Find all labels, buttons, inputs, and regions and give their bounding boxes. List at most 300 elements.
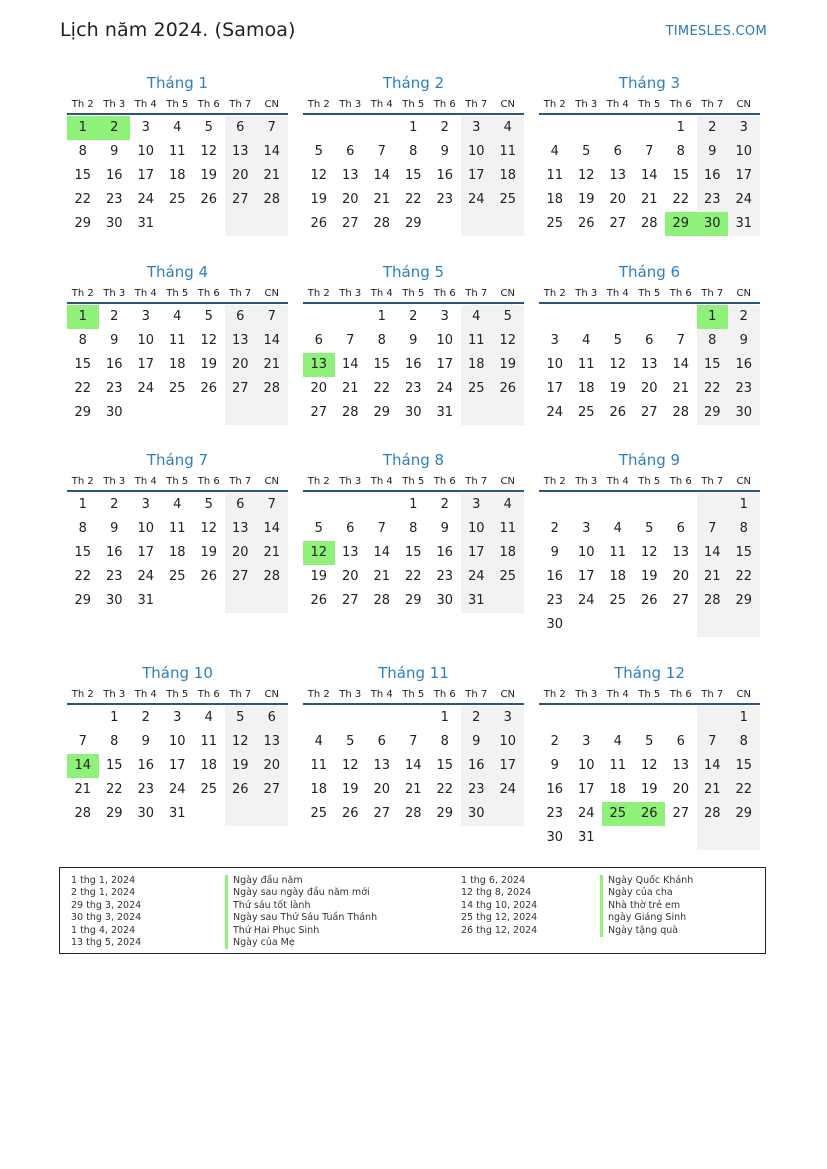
day-cell: 27 [341,593,359,608]
day-cell: 16 [461,754,493,778]
day-cell: 3 [550,333,559,348]
day-cell: 23 [105,192,123,207]
day-cell: 6 [225,116,257,140]
weekday-label: Th 5 [402,99,425,110]
day-cell: 13 [609,168,627,183]
day-cell: 25 [461,377,493,401]
day-cell: 6 [225,305,257,329]
empty-cell [634,116,666,140]
day-cell: 25 [609,593,627,608]
day-cell: 15 [74,357,92,372]
legend-holiday-name: Thứ Hai Phục Sinh [225,925,377,937]
legend-date: 13 thg 5, 2024 [71,936,142,948]
month-10 [67,663,288,826]
day-cell: 4 [550,144,559,159]
empty-cell [665,826,697,850]
day-cell: 22 [404,569,422,584]
day-cell: 1 [676,120,685,135]
weekday-label: Th 2 [71,476,94,487]
day-cell: 1 [67,116,99,140]
weekday-label: Th 4 [134,288,157,299]
day-cell: 21 [373,192,391,207]
legend-names-left [225,875,377,949]
day-cell: 20 [310,381,328,396]
day-cell: 3 [492,706,524,730]
day-cell: 18 [546,192,564,207]
day-cell: 3 [582,734,591,749]
day-cell: 8 [697,329,729,353]
legend-date: 30 thg 3, 2024 [71,912,142,924]
weekday-label: Th 7 [465,476,488,487]
empty-cell [193,802,225,826]
day-cell: 17 [461,541,493,565]
day-cell: 4 [314,734,323,749]
day-cell: 8 [409,521,418,536]
day-cell: 26 [200,569,218,584]
day-cell: 23 [404,381,422,396]
day-cell: 2 [409,309,418,324]
day-cell: 9 [550,758,559,773]
day-cell: 28 [256,565,288,589]
day-cell: 12 [200,521,218,536]
day-cell: 16 [105,357,123,372]
day-cell: 22 [74,381,92,396]
day-cell: 2 [550,521,559,536]
month-7 [67,450,288,613]
day-cell: 27 [225,377,257,401]
month-2 [303,73,524,236]
day-cell: 28 [256,188,288,212]
day-cell: 10 [577,545,595,560]
weekday-label: Th 3 [103,288,126,299]
day-cell: 14 [697,754,729,778]
day-cell: 26 [310,216,328,231]
weekday-header [303,687,524,705]
weekday-label: Th 7 [701,689,724,700]
day-cell: 3 [461,493,493,517]
weekday-label: Th 2 [71,689,94,700]
day-cell: 1 [440,710,449,725]
weekday-label: Th 3 [575,288,598,299]
month-name: Tháng 8 [382,451,445,469]
month-name: Tháng 10 [142,664,213,682]
day-cell: 4 [492,493,524,517]
day-cell: 14 [256,140,288,164]
day-cell: 29 [728,802,760,826]
weekday-header [303,286,524,304]
day-cell: 26 [225,778,257,802]
day-cell: 10 [436,333,454,348]
day-cell: 16 [546,569,564,584]
weekday-header [67,286,288,304]
weekday-label: Th 2 [71,99,94,110]
weekday-label: Th 5 [638,99,661,110]
day-cell: 14 [404,758,422,773]
day-cell: 2 [99,116,131,140]
day-cell: 20 [341,569,359,584]
day-cell: 5 [492,305,524,329]
day-cell: 26 [341,806,359,821]
weekday-label: Th 6 [197,476,220,487]
day-cell: 30 [697,212,729,236]
day-cell: 29 [74,593,92,608]
day-cell: 26 [200,192,218,207]
day-cell: 10 [137,521,155,536]
day-cell: 11 [492,140,524,164]
day-cell: 3 [141,120,150,135]
weekday-label: Th 7 [701,99,724,110]
empty-cell [634,706,666,730]
day-cell: 14 [672,357,690,372]
weekday-label: CN [264,288,279,299]
weekday-label: Th 6 [433,99,456,110]
weekday-label: Th 2 [307,689,330,700]
weekday-label: CN [500,99,515,110]
day-cell: 5 [204,497,213,512]
empty-cell [193,589,225,613]
day-cell: 12 [341,758,359,773]
day-grid [539,116,760,236]
day-cell: 14 [373,545,391,560]
weekday-label: Th 6 [669,689,692,700]
day-cell: 14 [373,168,391,183]
day-cell: 5 [582,144,591,159]
day-cell: 28 [404,806,422,821]
empty-cell [335,305,367,329]
day-cell: 8 [728,517,760,541]
empty-cell [571,116,603,140]
day-cell: 20 [225,164,257,188]
day-cell: 11 [168,333,186,348]
day-cell: 28 [640,216,658,231]
weekday-header [303,97,524,115]
day-cell: 9 [728,329,760,353]
weekday-label: Th 2 [71,288,94,299]
day-cell: 19 [200,168,218,183]
day-cell: 6 [346,521,355,536]
day-cell: 11 [492,517,524,541]
day-cell: 13 [225,329,257,353]
day-cell: 25 [168,381,186,396]
weekday-label: Th 2 [543,99,566,110]
weekday-label: CN [736,476,751,487]
day-cell: 12 [310,168,328,183]
day-cell: 18 [168,168,186,183]
weekday-label: Th 7 [465,99,488,110]
legend-date: 1 thg 4, 2024 [71,924,136,936]
day-cell: 13 [373,758,391,773]
weekday-label: Th 7 [229,689,252,700]
weekday-label: CN [736,288,751,299]
weekday-label: Th 4 [606,99,629,110]
day-grid [303,493,524,613]
day-grid [67,493,288,613]
day-cell: 9 [110,333,119,348]
day-cell: 31 [728,212,760,236]
day-cell: 2 [697,116,729,140]
empty-cell [571,305,603,329]
empty-cell [602,305,634,329]
day-cell: 23 [436,569,454,584]
empty-cell [602,613,634,637]
legend-date: 1 thg 6, 2024 [461,875,526,886]
weekday-label: Th 3 [103,99,126,110]
day-cell: 10 [728,140,760,164]
day-cell: 30 [404,405,422,420]
day-cell: 17 [728,164,760,188]
day-cell: 27 [373,806,391,821]
weekday-label: CN [264,476,279,487]
day-cell: 29 [728,589,760,613]
day-cell: 24 [492,778,524,802]
legend-date: 26 thg 12, 2024 [461,924,538,936]
day-cell: 10 [461,140,493,164]
day-cell: 29 [74,216,92,231]
day-cell: 31 [168,806,186,821]
day-cell: 15 [728,541,760,565]
day-cell: 17 [168,758,186,773]
day-cell: 8 [78,333,87,348]
day-cell: 19 [310,569,328,584]
day-cell: 14 [67,754,99,778]
empty-cell [366,706,398,730]
day-cell: 22 [404,192,422,207]
holiday-legend [59,867,766,954]
day-cell: 10 [461,517,493,541]
day-cell: 3 [440,309,449,324]
day-cell: 7 [256,493,288,517]
month-name: Tháng 1 [146,74,209,92]
weekday-header [67,474,288,492]
month-name: Tháng 11 [378,664,449,682]
legend-holiday-name: Ngày sau Thứ Sáu Tuần Thánh [225,912,377,924]
day-cell: 28 [373,593,391,608]
empty-cell [492,802,524,826]
day-cell: 9 [409,333,418,348]
day-cell: 19 [341,782,359,797]
legend-date: 25 thg 12, 2024 [461,912,538,924]
day-cell: 11 [546,168,564,183]
day-cell: 29 [105,806,123,821]
day-cell: 23 [728,377,760,401]
empty-cell [571,613,603,637]
day-cell: 21 [256,353,288,377]
day-grid [67,305,288,425]
weekday-label: Th 4 [134,99,157,110]
day-cell: 7 [697,517,729,541]
day-cell: 15 [373,357,391,372]
empty-cell [130,401,162,425]
day-cell: 13 [672,545,690,560]
day-cell: 23 [436,192,454,207]
weekday-label: Th 3 [339,476,362,487]
empty-cell [162,212,194,236]
day-cell: 20 [640,381,658,396]
day-grid [539,706,760,850]
day-cell: 31 [577,830,595,845]
day-cell: 14 [697,541,729,565]
day-cell: 12 [492,329,524,353]
day-cell: 5 [645,734,654,749]
weekday-label: Th 5 [166,689,189,700]
empty-cell [634,826,666,850]
day-cell: 6 [225,493,257,517]
day-cell: 22 [105,782,123,797]
day-cell: 21 [697,778,729,802]
day-cell: 23 [546,806,564,821]
legend-dates-left [71,875,141,949]
legend-date: 29 thg 3, 2024 [71,899,142,911]
empty-cell [366,493,398,517]
day-cell: 30 [105,405,123,420]
empty-cell [461,401,493,425]
month-6 [539,262,760,425]
empty-cell [225,401,257,425]
day-cell: 24 [728,188,760,212]
day-cell: 11 [609,758,627,773]
legend-holiday-name: Ngày Quốc Khánh [600,875,693,887]
empty-cell [162,589,194,613]
weekday-label: CN [500,689,515,700]
site-link[interactable]: TIMESLES.COM [665,24,767,39]
empty-cell [398,706,430,730]
day-cell: 23 [105,381,123,396]
day-cell: 20 [672,782,690,797]
weekday-label: Th 4 [370,288,393,299]
empty-cell [665,706,697,730]
day-cell: 27 [225,188,257,212]
day-cell: 27 [225,565,257,589]
day-cell: 1 [697,305,729,329]
day-cell: 6 [256,706,288,730]
weekday-label: Th 3 [575,689,598,700]
day-cell: 2 [440,120,449,135]
day-cell: 27 [672,593,690,608]
day-cell: 21 [640,192,658,207]
day-cell: 24 [436,381,454,396]
empty-cell [303,493,335,517]
day-cell: 27 [640,405,658,420]
day-cell: 25 [492,565,524,589]
day-cell: 3 [141,309,150,324]
day-cell: 7 [256,116,288,140]
day-cell: 27 [341,216,359,231]
day-cell: 2 [141,710,150,725]
day-cell: 25 [546,216,564,231]
empty-cell [303,706,335,730]
legend-dates-right [461,875,537,937]
day-cell: 24 [137,569,155,584]
empty-cell [697,826,729,850]
day-cell: 16 [728,353,760,377]
weekday-label: Th 6 [669,476,692,487]
day-cell: 31 [137,593,155,608]
day-cell: 31 [461,589,493,613]
empty-cell [303,305,335,329]
day-cell: 21 [74,782,92,797]
day-cell: 6 [676,521,685,536]
weekday-label: Th 4 [370,476,393,487]
empty-cell [193,401,225,425]
day-cell: 3 [582,521,591,536]
weekday-label: Th 7 [229,99,252,110]
day-cell: 18 [200,758,218,773]
day-cell: 8 [377,333,386,348]
month-name: Tháng 6 [618,263,681,281]
day-cell: 25 [310,806,328,821]
empty-cell [492,589,524,613]
day-cell: 19 [200,545,218,560]
day-cell: 17 [436,357,454,372]
month-name: Tháng 4 [146,263,209,281]
weekday-label: Th 4 [606,476,629,487]
day-cell: 18 [609,569,627,584]
weekday-label: Th 3 [575,476,598,487]
day-cell: 20 [373,782,391,797]
weekday-header [539,474,760,492]
weekday-label: Th 3 [339,99,362,110]
day-cell: 7 [409,734,418,749]
empty-cell [335,116,367,140]
day-cell: 11 [168,521,186,536]
day-cell: 9 [141,734,150,749]
day-cell: 22 [373,381,391,396]
day-cell: 18 [492,164,524,188]
day-cell: 17 [137,357,155,372]
month-5 [303,262,524,425]
day-cell: 19 [609,381,627,396]
month-1 [67,73,288,236]
day-cell: 22 [672,192,690,207]
empty-cell [256,589,288,613]
month-11 [303,663,524,826]
weekday-label: Th 4 [606,288,629,299]
day-cell: 15 [105,758,123,773]
day-cell: 1 [67,305,99,329]
empty-cell [539,493,571,517]
empty-cell [634,493,666,517]
day-cell: 23 [137,782,155,797]
day-cell: 24 [461,565,493,589]
day-cell: 17 [137,168,155,183]
day-cell: 1 [728,706,760,730]
weekday-label: Th 4 [370,689,393,700]
day-grid [67,706,288,826]
day-cell: 25 [602,802,634,826]
legend-holiday-name: ngày Giáng Sinh [600,912,693,924]
day-cell: 27 [672,806,690,821]
day-cell: 28 [672,405,690,420]
month-name: Tháng 9 [618,451,681,469]
day-cell: 23 [461,778,493,802]
day-cell: 15 [697,353,729,377]
day-cell: 6 [346,144,355,159]
empty-cell [634,613,666,637]
weekday-label: Th 7 [701,476,724,487]
month-name: Tháng 5 [382,263,445,281]
day-cell: 15 [74,168,92,183]
day-cell: 8 [440,734,449,749]
day-cell: 4 [173,120,182,135]
day-cell: 29 [665,212,697,236]
day-cell: 20 [225,541,257,565]
legend-holiday-name: Ngày sau ngày đầu năm mới [225,887,377,899]
weekday-label: Th 5 [402,476,425,487]
weekday-label: CN [736,689,751,700]
empty-cell [697,706,729,730]
empty-cell [539,706,571,730]
day-cell: 19 [310,192,328,207]
